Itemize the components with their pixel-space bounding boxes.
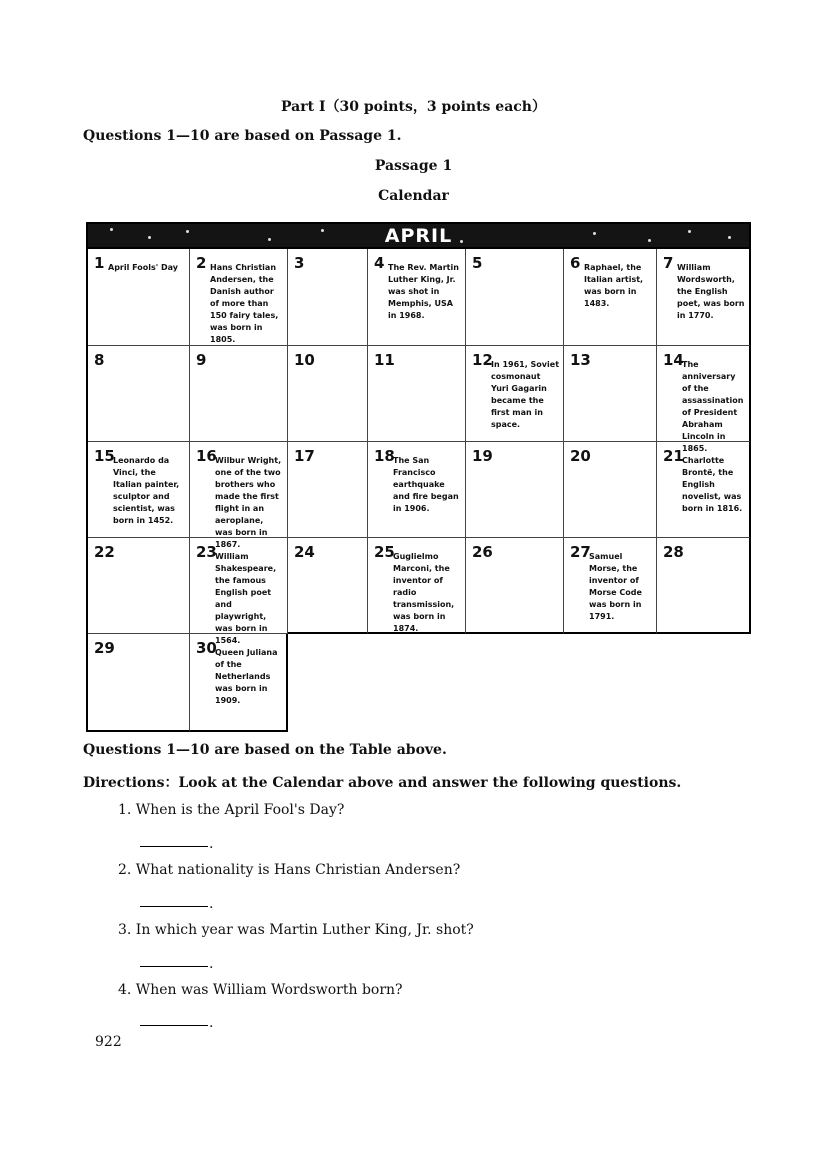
day-number: 24: [294, 543, 315, 561]
day-number: 16: [196, 447, 217, 465]
day-number: 2: [196, 254, 207, 272]
day-number: 18: [374, 447, 395, 465]
day-number: 9: [196, 351, 207, 369]
day-note: The San Francisco earthquake and fire began in 1906.: [393, 456, 459, 513]
calendar-frame: [86, 249, 88, 732]
answer-blank-4[interactable]: [140, 1025, 208, 1026]
day-note: Raphael, the Italian artist, was born in 1483.: [584, 263, 644, 308]
calendar-day: [564, 538, 657, 634]
calendar-day: [657, 249, 751, 346]
calendar-day: [657, 346, 751, 453]
day-number: 12: [472, 351, 493, 369]
day-note: Charlotte Brontë, the English novelist, was born in 1816.: [682, 456, 743, 513]
day-number: 22: [94, 543, 115, 561]
calendar-day: [657, 442, 751, 538]
day-number: 19: [472, 447, 493, 465]
calendar-day: [288, 442, 368, 538]
question-1: 1. When is the April Fool's Day?: [118, 802, 345, 818]
day-number: 1: [94, 254, 105, 272]
question-4: 4. When was William Wordsworth born?: [118, 982, 403, 998]
day-number: 25: [374, 543, 395, 561]
day-number: 29: [94, 639, 115, 657]
day-number: 27: [570, 543, 591, 561]
day-note: Hans Christian Andersen, the Danish author of more than 150 fairy tales, was born in 1805.: [210, 263, 279, 344]
day-number: 4: [374, 254, 385, 272]
day-number: 23: [196, 543, 217, 561]
answer-blank-2[interactable]: [140, 906, 208, 907]
calendar-day: [88, 538, 190, 634]
day-note: Wilbur Wright, one of the two brothers who made the first flight in an aeroplane, was born in 1867.: [215, 456, 282, 549]
calendar-day: [368, 538, 466, 634]
calendar-day: [466, 538, 564, 634]
calendar-day: [288, 538, 368, 634]
questions-intro: Questions 1—10 are based on Passage 1.: [83, 128, 402, 144]
day-note: William Shakespeare, the famous English poet and playwright, was born in 1564.: [215, 552, 277, 645]
answer-blank-3[interactable]: [140, 966, 208, 967]
day-number: 28: [663, 543, 684, 561]
passage-title: Passage 1: [374, 158, 453, 174]
part-title: Part Ⅰ（30 points，3 points each）: [281, 99, 546, 115]
day-number: 21: [663, 447, 684, 465]
question-3: 3. In which year was Martin Luther King, Jr. shot?: [118, 922, 474, 938]
calendar-day: [190, 442, 288, 549]
day-number: 30: [196, 639, 217, 657]
calendar-month-header: [86, 222, 751, 249]
calendar-day: [466, 346, 564, 442]
answer-period: .: [209, 1015, 214, 1031]
question-2: 2. What nationality is Hans Christian Andersen?: [118, 862, 461, 878]
calendar-day: [466, 249, 564, 346]
day-number: 6: [570, 254, 581, 272]
day-number: 17: [294, 447, 315, 465]
day-note: William Wordsworth, the English poet, was born in 1770.: [677, 263, 745, 320]
calendar-day: [564, 442, 657, 538]
calendar-day: [368, 346, 466, 442]
day-number: 26: [472, 543, 493, 561]
calendar-title: Calendar: [378, 188, 449, 204]
calendar-day: [466, 442, 564, 538]
calendar-day: [190, 634, 288, 732]
answer-period: .: [209, 956, 214, 972]
day-note: Samuel Morse, the inventor of Morse Code was born in 1791.: [589, 552, 642, 621]
day-note: April Fools' Day: [108, 263, 179, 272]
calendar-day: [564, 249, 657, 346]
calendar-day: [368, 249, 466, 346]
day-number: 20: [570, 447, 591, 465]
calendar-day: [288, 249, 368, 346]
day-number: 8: [94, 351, 105, 369]
calendar-day: [564, 346, 657, 442]
day-note: The anniversary of the assassination of President Abraham Lincoln in 1865.: [682, 360, 744, 453]
calendar-day: [190, 538, 288, 645]
day-note: Guglielmo Marconi, the inventor of radio transmission, was born in 1874.: [393, 552, 455, 633]
calendar-day: [657, 538, 751, 634]
calendar-day: [88, 346, 190, 442]
day-number: 14: [663, 351, 684, 369]
directions: Directions：Look at the Calendar above and answer the following questions.: [83, 775, 682, 791]
day-number: 3: [294, 254, 305, 272]
day-note: Queen Juliana of the Netherlands was born in 1909.: [215, 648, 278, 705]
day-number: 7: [663, 254, 674, 272]
calendar-day: [190, 249, 288, 346]
day-number: 5: [472, 254, 483, 272]
day-number: 11: [374, 351, 395, 369]
day-number: 15: [94, 447, 115, 465]
page-number: 922: [95, 1034, 122, 1050]
day-note: The Rev. Martin Luther King, Jr. was shot in Memphis, USA in 1968.: [388, 263, 459, 320]
month-label: APRIL: [384, 225, 453, 247]
day-number: 10: [294, 351, 315, 369]
day-note: In 1961, Soviet cosmonaut Yuri Gagarin became the first man in space.: [491, 360, 560, 429]
day-number: 13: [570, 351, 591, 369]
answer-blank-1[interactable]: [140, 846, 208, 847]
calendar-day: [288, 346, 368, 442]
calendar-day: [88, 634, 190, 732]
calendar-day: [368, 442, 466, 538]
day-note: Leonardo da Vinci, the Italian painter, sculptor and scientist, was born in 1452.: [113, 456, 180, 525]
answer-period: .: [209, 836, 214, 852]
calendar-day: [88, 442, 190, 538]
answer-period: .: [209, 896, 214, 912]
questions-table-intro: Questions 1—10 are based on the Table above.: [83, 742, 447, 758]
calendar-day: [88, 249, 190, 346]
calendar-day: [190, 346, 288, 442]
